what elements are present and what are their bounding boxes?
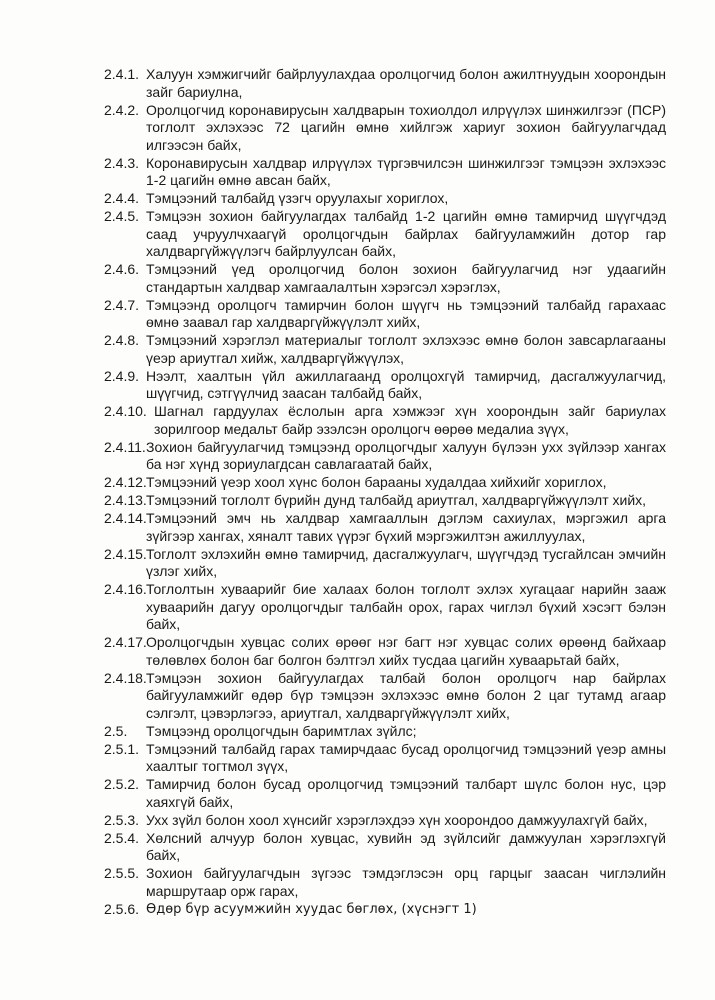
item-text: Тэмцээн зохион байгуулагдах талбай болон оролцогч нар байрлах байгууламжийг өдөр бүр тэмцээн эхлэхээс өмнө болон 2 цаг тутамд агаар сэлгэлт, цэвэрлэгээ, ариутгал, халдваргүйжүүлэлт хийх, (146, 669, 666, 721)
item-text: Тэмцээний үед оролцогчид болон зохион байгуулагчид нэг удаагийн стандартын халдвар хамгаалалтын хэрэгсэл хэрэглэх, (146, 261, 666, 295)
list-item (0, 155, 715, 190)
item-number: 2.5.1. (104, 740, 140, 757)
item-number: 2.4.5. (104, 208, 140, 224)
list-item (0, 901, 715, 919)
list-item (0, 474, 715, 492)
list-item (0, 865, 715, 900)
list-item (0, 208, 715, 261)
list-item (0, 581, 715, 634)
list-item (0, 776, 715, 811)
list-item (0, 670, 715, 723)
item-number: 2.4.2. (104, 101, 140, 118)
list-item (0, 830, 715, 865)
item-text: Нээлт, хаалтын үйл ажиллагаанд оролцохгүй тамирчид, дасгалжуулагчид, шүүгчид, сэтгүүлчид заасан талбайд байх, (146, 367, 666, 401)
list-item (0, 634, 715, 669)
item-text: Тэмцээн зохион байгуулагдах талбайд 1-2 цагийн өмнө тамирчид шүүгчдэд саад учруулчхаагүй оролцогчдын байрлах байгууламжийн дотор гар халдваргүйжүүлэгч байрлуулсан байх, (146, 208, 666, 259)
item-number: 2.4.17. (104, 634, 147, 650)
list-item (0, 723, 715, 741)
item-text: Тэмцээнд оролцогчдын баримтлах зүйлс; (146, 722, 417, 739)
list-item (0, 741, 715, 776)
list-item (0, 546, 715, 581)
item-number: 2.4.6. (104, 261, 140, 277)
item-text: Оролцогчид коронавирусын халдварын тохиолдол илрүүлэх шинжилгээг (ПСР) тоглолт эхлэхээс 72 цагийн өмнө хийлгэж хариуг зохион байгуулагчдад илгээсэн байх, (146, 101, 666, 153)
item-text: Тэмцээний талбайд үзэгч оруулахыг хориглох, (146, 190, 449, 206)
list-item (0, 510, 715, 545)
item-number: 2.5. (104, 722, 128, 739)
item-number: 2.4.15. (104, 545, 147, 562)
item-number: 2.4.16. (104, 581, 147, 597)
item-text: Тэмцээний эмч нь халдвар хамгааллын дэглэм сахиулах, мэргэжил арга зүйгээр хангах, хяналт тавих үүрэг бүхий мэргэжилтэн ажиллуулах, (146, 510, 666, 544)
item-number: 2.4.18. (104, 669, 147, 686)
item-number: 2.5.4. (104, 829, 140, 846)
item-text: Тоглолтын хуваарийг бие халаах болон тоглолт эхлэх хугацааг нарийн зааж хуваарийн дагуу оролцогчдыг талбайн орох, гарах чиглэл бүхий хэсэгт бэлэн байх, (146, 581, 666, 632)
item-number: 2.4.9. (104, 367, 140, 384)
item-number: 2.4.11. (104, 438, 146, 455)
item-number: 2.4.3. (104, 154, 140, 171)
item-text: Зохион байгуулагчид тэмцээнд оролцогчдыг халуун бүлээн ухх зүйлээр хангах ба нэг хүнд зориулагдсан савлагаатай байх, (146, 438, 666, 472)
item-text: Хөлсний алчуур болон хувцас, хувийн эд зүйлсийг дамжуулан хэрэглэхгүй байх, (146, 829, 666, 863)
list-item (0, 368, 715, 403)
item-number: 2.5.3. (104, 811, 140, 828)
list-item (0, 102, 715, 155)
item-text: Өдөр бүр асуумжийн хуудас бөглөх, (хүснэгт 1) (146, 901, 477, 917)
list-item (0, 190, 715, 208)
item-text: Шагнал гардуулах ёслолын арга хэмжээг хүн хоорондын зайг бариулах зорилгоор медальт байр эзэлсэн оролцогч өөрөө медалиа зүүх, (154, 403, 666, 437)
item-text: Тэмцээний тоглолт бүрийн дунд талбайд ариутгал, халдваргүйжүүлэлт хийх, (146, 492, 647, 508)
item-number: 2.5.6. (104, 900, 140, 917)
item-number: 2.4.1. (104, 66, 140, 82)
list-item (0, 403, 715, 438)
item-text: Халуун хэмжигчийг байрлуулахдаа оролцогчид болон ажилтнуудын хоорондын зайг бариулна, (146, 66, 666, 100)
item-number: 2.4.13. (104, 492, 147, 508)
item-number: 2.4.7. (104, 296, 140, 313)
item-number: 2.4.10. (104, 403, 147, 419)
item-number: 2.5.2. (104, 776, 140, 792)
item-text: Тоглолт эхлэхийн өмнө тамирчид, дасгалжуулагч, шүүгчдэд тусгайлсан эмчийн үзлэг хийх, (146, 545, 666, 579)
item-text: Коронавирусын халдвар илрүүлэх түргэвчилсэн шинжилгээг тэмцээн эхлэхээс 1-2 цагийн өмнө авсан байх, (146, 154, 666, 188)
item-text: Зохион байгуулагчдын зүгээс тэмдэглэсэн орц гарцыг заасан чиглэлийн маршрутаар орж гарах, (146, 865, 666, 899)
list-item (0, 297, 715, 332)
item-text: Тэмцээний талбайд гарах тамирчдаас бусад оролцогчид тэмцээний үеэр амны хаалтыг тогтмол зүүх, (146, 740, 666, 774)
list-item (0, 332, 715, 367)
item-number: 2.4.14. (104, 510, 147, 526)
item-text: Тамирчид болон бусад оролцогчид тэмцээний талбарт шүлс болон нус, цэр хаяхгүй байх, (146, 776, 666, 810)
list-item (0, 261, 715, 296)
item-number: 2.4.4. (104, 190, 140, 206)
list-item (0, 66, 715, 101)
item-text: Тэмцээний үеэр хоол хүнс болон барааны худалдаа хийхийг хориглох, (146, 474, 607, 490)
item-text: Тэмцээнд оролцогч тамирчин болон шүүгч нь тэмцээний талбайд гарахаас өмнө заавал гар халдваргүйжүүлэлт хийх, (146, 296, 666, 330)
item-text: Оролцогчдын хувцас солих өрөөг нэг багт нэг хувцас солих өрөөнд байхаар төлөвлөх болон баг болгон бэлтгэл хийх тусдаа цагийн хуваарьтай байх, (146, 634, 666, 668)
item-text: Ухх зүйл болон хоол хүнсийг хэрэглэхдээ хүн хоорондоо дамжуулахгүй байх, (146, 811, 648, 828)
item-number: 2.4.12. (104, 474, 147, 490)
item-number: 2.4.8. (104, 332, 140, 348)
list-item (0, 492, 715, 510)
list-item (0, 812, 715, 830)
item-number: 2.5.5. (104, 865, 140, 881)
item-text: Тэмцээний хэрэглэл материалыг тоглолт эхлэхээс өмнө болон завсарлагааны үеэр ариутгал хийж, халдваргүйжүүлэх, (146, 332, 666, 366)
list-item (0, 439, 715, 474)
